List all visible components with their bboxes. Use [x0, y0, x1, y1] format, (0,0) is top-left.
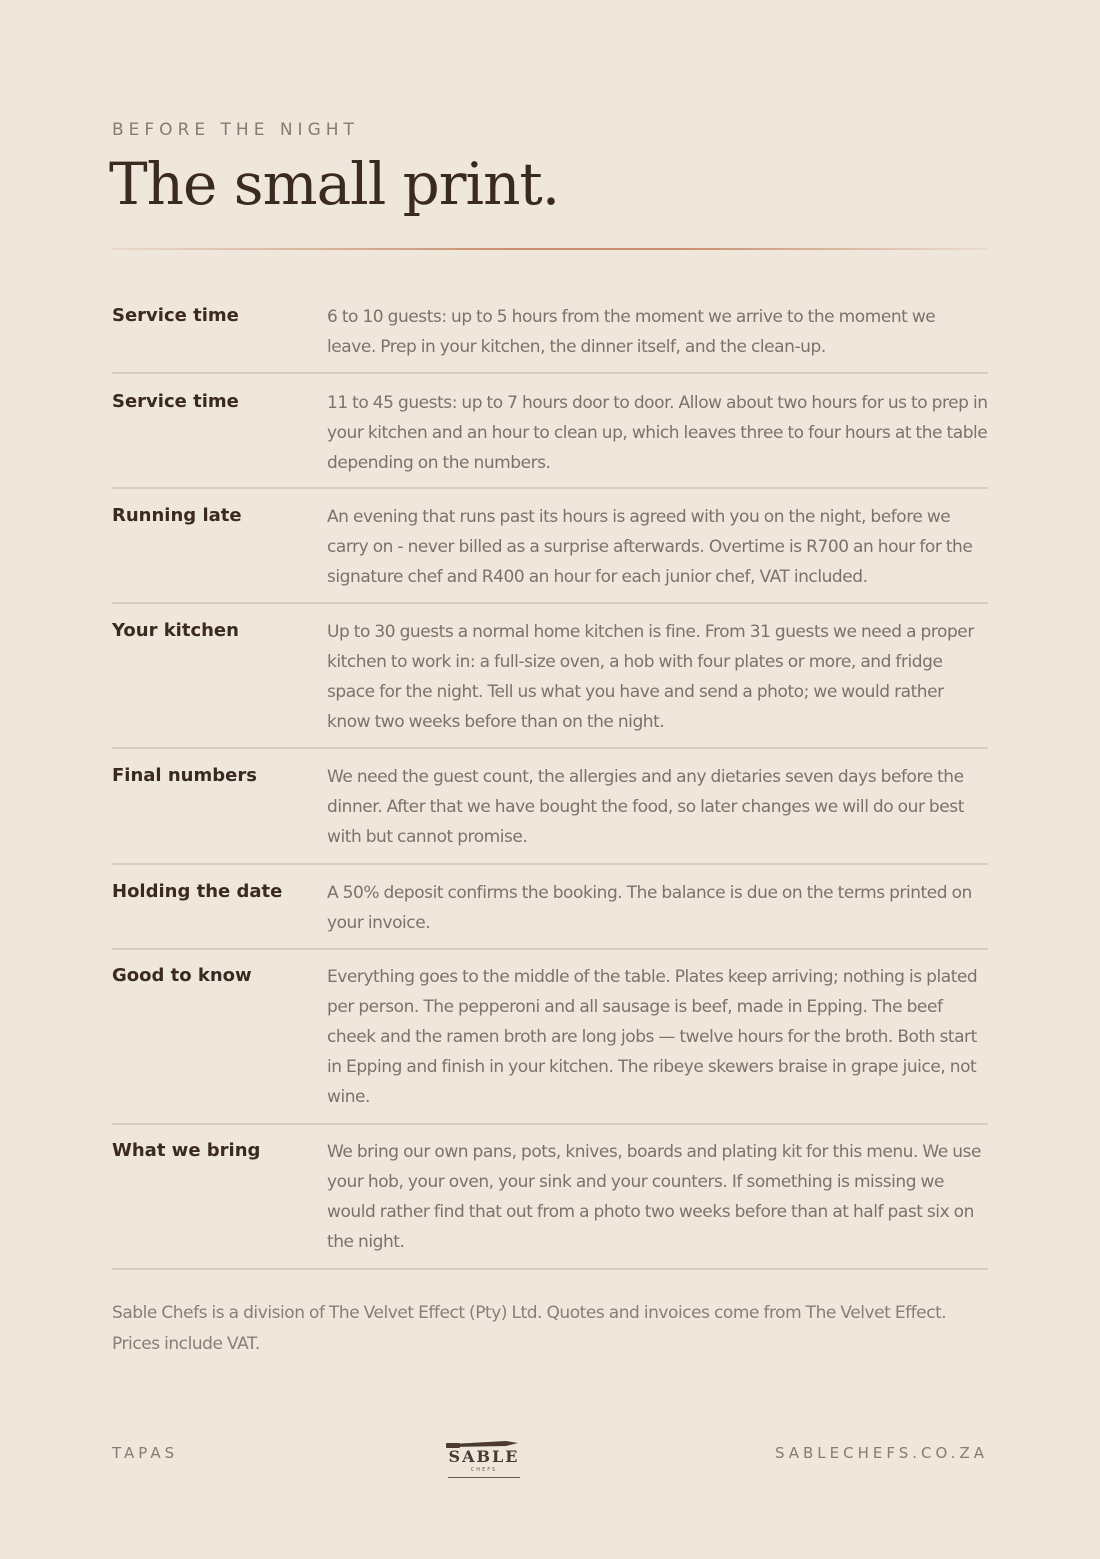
logo-subtitle: CHEFS	[470, 1467, 498, 1473]
terms-row-text: 11 to 45 guests: up to 7 hours door to door. Allow about two hours for us to prep in your kitchen and an hour to clean up, which leaves three to four hours at the table depending on the numbers.	[327, 393, 988, 473]
terms-row	[112, 950, 988, 1125]
terms-row-label: Holding the date	[112, 881, 283, 902]
legal-note: Sable Chefs is a division of The Velvet Effect (Pty) Ltd. Quotes and invoices come from The Velvet Effect. Prices include VAT.	[112, 1303, 947, 1354]
terms-row-text: We need the guest count, the allergies and any dietaries seven days before the dinner. After that we have bought the food, so later changes we will do our best with but cannot promise.	[327, 767, 964, 847]
logo-underline	[448, 1477, 520, 1478]
terms-row-text: Everything goes to the middle of the table. Plates keep arriving; nothing is plated per person. The pepperoni and all sausage is beef, made in Epping. The beef cheek and the ramen broth are long jobs — twelve hours for the broth. Both start in Epping and finish in your kitchen. The ribeye skewers braise in grape juice, not wine.	[327, 967, 978, 1107]
terms-row	[112, 749, 988, 865]
terms-row	[112, 489, 988, 604]
terms-row-label: Service time	[112, 305, 239, 326]
terms-row	[112, 1125, 988, 1270]
footer-menu-name: TAPAS	[112, 1444, 179, 1462]
terms-row-text: A 50% deposit confirms the booking. The balance is due on the terms printed on your invoice.	[327, 883, 972, 933]
terms-row-text: We bring our own pans, pots, knives, boards and plating kit for this menu. We use your hob, your oven, your sink and your counters. If something is missing we would rather find that out from a photo two weeks before than at half past six on the night.	[327, 1142, 981, 1252]
terms-row-label: Good to know	[112, 965, 252, 986]
terms-list	[112, 291, 988, 1270]
section-eyebrow: BEFORE THE NIGHT	[112, 120, 359, 140]
terms-row	[112, 374, 988, 489]
terms-row	[112, 865, 988, 950]
terms-row-label: Running late	[112, 505, 242, 526]
terms-row-label: Service time	[112, 391, 239, 412]
terms-row-label: What we bring	[112, 1140, 261, 1161]
terms-row-label: Final numbers	[112, 765, 257, 786]
page-title: The small print.	[109, 150, 560, 218]
terms-row-text: An evening that runs past its hours is agreed with you on the night, before we carry on - never billed as a surprise afterwards. Overtime is R700 an hour for the signature chef and R400 an hour for each junior chef, VAT included.	[327, 507, 973, 587]
accent-rule	[112, 248, 988, 250]
brand-logo	[446, 1438, 522, 1482]
logo-wordmark: SABLE	[448, 1447, 520, 1466]
terms-row	[112, 291, 988, 374]
terms-row-text: 6 to 10 guests: up to 5 hours from the moment we arrive to the moment we leave. Prep in your kitchen, the dinner itself, and the clean-up.	[327, 307, 936, 357]
terms-row-text: Up to 30 guests a normal home kitchen is fine. From 31 guests we need a proper kitchen to work in: a full-size oven, a hob with four plates or more, and fridge space for the night. Tell us what you have and send a photo; we would rather know two weeks before than on the night.	[327, 622, 974, 732]
terms-row	[112, 604, 988, 749]
terms-row-label: Your kitchen	[112, 620, 239, 641]
footer-website: SABLECHEFS.CO.ZA	[774, 1444, 988, 1462]
